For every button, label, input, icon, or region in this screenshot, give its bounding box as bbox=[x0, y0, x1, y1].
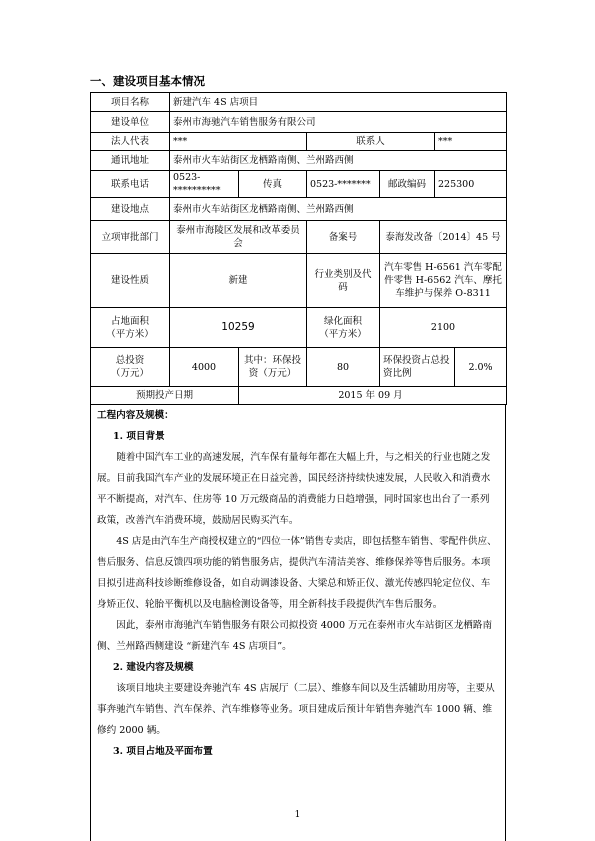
section-1-para-1: 随着中国汽车工业的高速发展，汽车保有量每年都在大幅上升，与之相关的行业也随之发展。目前我国汽车产业的发展环境正在日益完善，国民经济持续快速发展，人民收入和消费水平不断提高，对汽车、住房等 10 万元级商品的消费能力日趋增强，同时国家也出台了一系列政策，改善汽车消费环境，鼓励居民购买汽车。 bbox=[97, 452, 491, 526]
area-unit: （平方米） bbox=[106, 328, 154, 340]
prod-date: 2015 年 09 月 bbox=[307, 387, 435, 405]
address-label: 通讯地址 bbox=[91, 151, 170, 171]
env-ratio: 2.0% bbox=[455, 348, 507, 387]
invest-unit: （万元） bbox=[110, 368, 149, 379]
approval-label: 立项审批部门 bbox=[91, 221, 170, 254]
project-info-table bbox=[90, 92, 507, 405]
page-number: 1 bbox=[294, 810, 301, 820]
area-label-cell bbox=[91, 308, 170, 348]
section-1-para-3: 因此，泰州市海驰汽车销售服务有限公司拟投资 4000 万元在泰州市火车站街区龙栖路南侧、兰州路西侧建设 “新建汽车 4S 店项目”。 bbox=[97, 620, 493, 652]
fax-label: 传真 bbox=[239, 171, 307, 198]
section-2-title: 2. 建设内容及规模 bbox=[113, 662, 194, 673]
green-unit: （平方米） bbox=[319, 328, 367, 340]
invest-label: 总投资 bbox=[115, 355, 145, 366]
nature-label: 建设性质 bbox=[91, 254, 170, 308]
green-label: 绿化面积 bbox=[323, 315, 362, 327]
content-heading: 工程内容及规模： bbox=[97, 410, 174, 421]
industry-label: 行业类别及代码 bbox=[307, 254, 380, 308]
nature: 新建 bbox=[170, 254, 307, 308]
invest-label-cell bbox=[91, 348, 170, 387]
section-1-para-2: 4S 店是由汽车生产商授权建立的“四位一体”销售专卖店，即包括整车销售、零配件供应、售后服务、信息反馈四项功能的销售服务店，提供汽车清洁美容、维修保养等售后服务。本项目拟引进高科技诊断维修设备，如自动调漆设备、大梁总和矫正仪、激光传感四轮定位仪、车身矫正仪、轮胎平衡机以及电脑检测设备等，用全新科技手段提供汽车售后服务。 bbox=[97, 536, 497, 610]
section-2-para-1: 该项目地块主要建设奔驰汽车 4S 店展厅（二层）、维修车间以及生活辅助用房等，主要从事奔驰汽车销售、汽车保养、汽车维修等业务。项目建成后预计年销售奔驰汽车 1000 辆、维修约 2000 辆。 bbox=[97, 683, 495, 736]
record-label: 备案号 bbox=[307, 221, 380, 254]
section-3-title: 3. 项目占地及平面布置 bbox=[113, 746, 213, 757]
phone: 0523-********** bbox=[170, 171, 239, 198]
invest: 4000 bbox=[170, 348, 239, 387]
contact: *** bbox=[435, 133, 507, 151]
legal-rep: *** bbox=[170, 133, 307, 151]
env-ratio-label: 环保投资占总投资比例 bbox=[380, 348, 455, 387]
fax: 0523-******* bbox=[307, 171, 380, 198]
prod-date-label: 预期投产日期 bbox=[91, 387, 239, 405]
section-1-title: 1. 项目背景 bbox=[113, 431, 165, 442]
area-label: 占地面积 bbox=[110, 315, 149, 327]
builder: 泰州市海驰汽车销售服务有限公司 bbox=[170, 112, 507, 133]
section-title: 一、建设项目基本情况 bbox=[90, 74, 205, 88]
project-name-label: 项目名称 bbox=[91, 93, 170, 112]
project-name: 新建汽车 4S 店项目 bbox=[170, 93, 507, 112]
approval: 泰州市海陵区发展和改革委员会 bbox=[170, 221, 307, 254]
postcode: 225300 bbox=[435, 171, 507, 198]
green: 2100 bbox=[380, 308, 507, 348]
prod-date-spacer-right bbox=[435, 387, 507, 405]
location: 泰州市火车站街区龙栖路南侧、兰州路西侧 bbox=[170, 198, 507, 221]
env-invest: 80 bbox=[307, 348, 380, 387]
phone-label: 联系电话 bbox=[91, 171, 170, 198]
location-label: 建设地点 bbox=[91, 198, 170, 221]
green-label-cell bbox=[307, 308, 380, 348]
area: 10259 bbox=[170, 308, 307, 348]
prod-date-spacer bbox=[239, 387, 307, 405]
contact-label: 联系人 bbox=[307, 133, 435, 151]
postcode-label: 邮政编码 bbox=[380, 171, 435, 198]
industry: 汽车零售 H-6561 汽车零配件零售 H-6562 汽车、摩托车维护与保养 O-8311 bbox=[380, 254, 507, 308]
record: 泰海发改备〔2014〕45 号 bbox=[380, 221, 507, 254]
env-invest-label: 其中：环保投资（万元） bbox=[239, 348, 307, 387]
builder-label: 建设单位 bbox=[91, 112, 170, 133]
legal-rep-label: 法人代表 bbox=[91, 133, 170, 151]
address: 泰州市火车站街区龙栖路南侧、兰州路西侧 bbox=[170, 151, 507, 171]
content-section bbox=[90, 404, 506, 841]
